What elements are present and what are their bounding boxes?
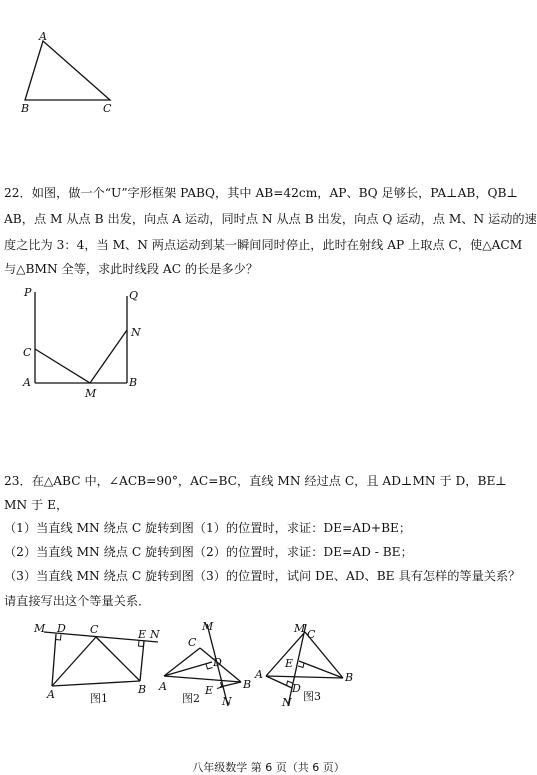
q23-line-3: （1）当直线 MN 绕点 C 旋转到图（1）的位置时，求证：DE=AD+BE；: [4, 521, 412, 535]
label-d: D: [57, 622, 66, 635]
page-footer: 八年级数学 第 6 页（共 6 页）: [192, 761, 345, 774]
label-p: P: [24, 286, 32, 299]
label-c: C: [90, 623, 99, 636]
label-n: N: [131, 326, 141, 339]
label-b: B: [345, 671, 354, 684]
figure-3-caption: 图3: [303, 690, 321, 703]
figure-2-caption: 图2: [182, 692, 200, 705]
q23-line-2: MN 于 E，: [4, 498, 69, 512]
q23-line-6: 请直接写出这个等量关系．: [4, 594, 151, 608]
q22-line-3: 度之比为 3：4，当 M、N 两点运动到某一瞬间同时停止，此时在射线 AP 上取点 C，使△ACM: [4, 238, 523, 252]
label-m: M: [34, 622, 46, 635]
u-frame-figure: [10, 282, 150, 402]
label-n: N: [150, 628, 160, 641]
triangle-abc-figure: [15, 30, 125, 120]
label-m: M: [202, 620, 214, 633]
label-n: N: [282, 696, 292, 709]
q22-line-2: AB，点 M 从点 B 出发，向点 A 运动，同时点 N 从点 B 出发，向点 Q 运动，点 M、N 运动的速: [4, 212, 537, 226]
q23-line-4: （2）当直线 MN 绕点 C 旋转到图（2）的位置时，求证：DE=AD - BE；: [4, 545, 413, 559]
label-a: A: [47, 688, 55, 701]
figure-1-caption: 图1: [90, 692, 108, 705]
label-c: C: [188, 636, 197, 649]
label-b: B: [21, 102, 30, 115]
label-q: Q: [129, 289, 139, 302]
label-d: D: [292, 682, 301, 695]
label-c: C: [103, 102, 112, 115]
q22-line-4: 与△BMN 全等，求此时线段 AC 的长是多少？: [4, 262, 259, 276]
label-n: N: [222, 695, 232, 708]
label-m: M: [85, 387, 97, 400]
label-a: A: [39, 30, 47, 43]
triangle-abc: [25, 41, 110, 100]
label-e: E: [138, 628, 147, 641]
label-a: A: [255, 668, 263, 681]
q22-line-1: 22．如图，做一个“U”字形框架 PABQ，其中 AB=42cm，AP、BQ 足够长，PA⊥AB，QB⊥: [4, 186, 518, 200]
label-a: A: [159, 680, 167, 693]
q23-line-5: （3）当直线 MN 绕点 C 旋转到图（3）的位置时，试问 DE、AD、BE 具有怎样的等量关系？: [4, 569, 521, 583]
figure-3: [250, 618, 365, 713]
label-c: C: [23, 346, 32, 359]
label-e: E: [285, 657, 294, 670]
label-b: B: [243, 678, 252, 691]
label-b: B: [129, 376, 138, 389]
label-c: C: [307, 628, 316, 641]
label-a: A: [23, 376, 31, 389]
figure-2: [150, 618, 260, 713]
label-d: D: [213, 656, 222, 669]
figure-1: [30, 618, 165, 708]
label-b: B: [138, 683, 147, 696]
label-m: M: [294, 622, 306, 635]
label-e: E: [205, 684, 214, 697]
q23-line-1: 23．在△ABC 中，∠ACB=90°，AC=BC，直线 MN 经过点 C，且 AD⊥MN 于 D，BE⊥: [4, 474, 507, 488]
